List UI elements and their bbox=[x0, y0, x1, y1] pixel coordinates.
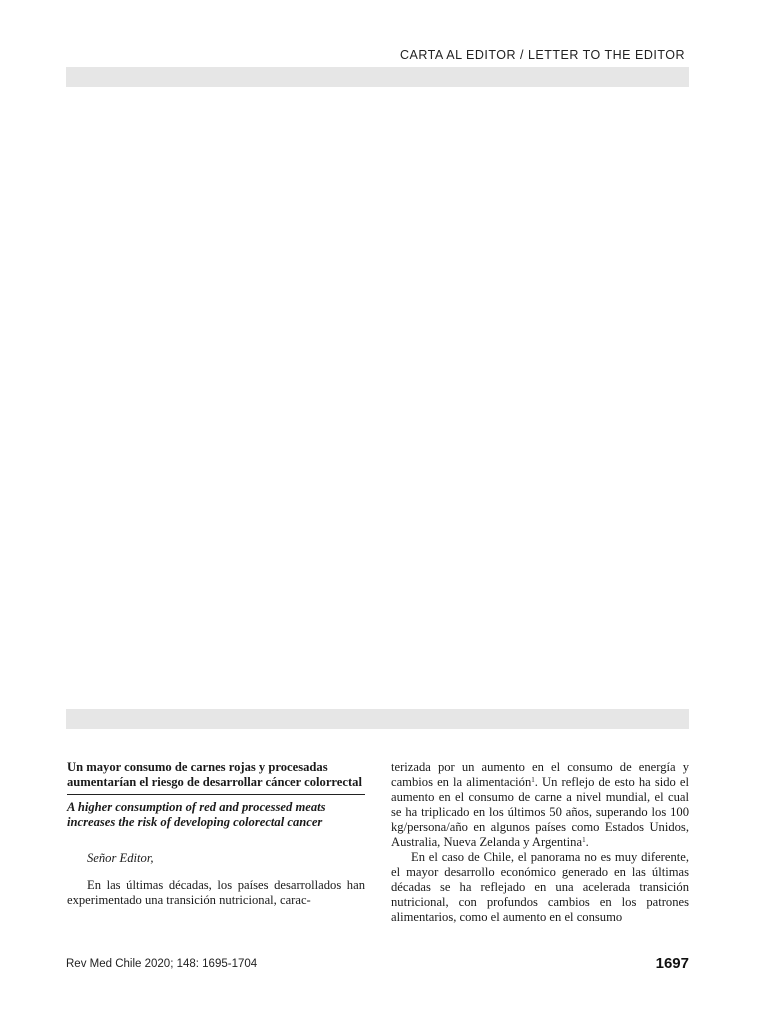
top-gray-band bbox=[66, 67, 689, 87]
article-title-english: A higher consumption of red and processed meats increases the risk of developing colorectal cancer bbox=[67, 800, 326, 829]
journal-citation: Rev Med Chile 2020; 148: 1695-1704 bbox=[66, 958, 258, 970]
page-number: 1697 bbox=[655, 955, 689, 972]
body-paragraph-right-1 bbox=[391, 760, 689, 850]
article-title-spanish: Un mayor consumo de carnes rojas y procesadas aumentarían el riesgo de desarrollar cáncer colorrectal bbox=[67, 760, 362, 789]
reference-superscript: 1 bbox=[582, 836, 586, 844]
reference-superscript: 1 bbox=[531, 776, 535, 784]
paragraph-text: . Un reflejo de esto ha sido el aumento en el consumo de carne a nivel mundial, el cual se ha triplicado en los últimos 50 años, superando los 100 kg/persona/año en algunos países como Estados Unidos, Australia, Nueva Zelanda y Argentina bbox=[391, 775, 689, 849]
section-label: CARTA AL EDITOR / LETTER TO THE EDITOR bbox=[399, 48, 685, 62]
body-paragraph-right-2: En el caso de Chile, el panorama no es muy diferente, el mayor desarrollo económico generado en las últimas décadas se ha reflejado en una acelerada transición nutricional, con profundos cambios en los patrones alimentarios, como el aumento en el consumo bbox=[391, 850, 689, 924]
bottom-gray-band bbox=[66, 709, 689, 729]
paragraph-text: . bbox=[585, 835, 589, 849]
paragraph-text: terizada por un aumento en el consumo de energía y cambios en la alimentación bbox=[391, 760, 689, 789]
left-column bbox=[67, 760, 365, 908]
salutation: Señor Editor, bbox=[87, 851, 154, 865]
title-divider bbox=[67, 794, 365, 795]
body-paragraph-left: En las últimas décadas, los países desarrollados han experimentado una transición nutricional, carac- bbox=[67, 878, 365, 907]
right-column bbox=[391, 760, 689, 925]
